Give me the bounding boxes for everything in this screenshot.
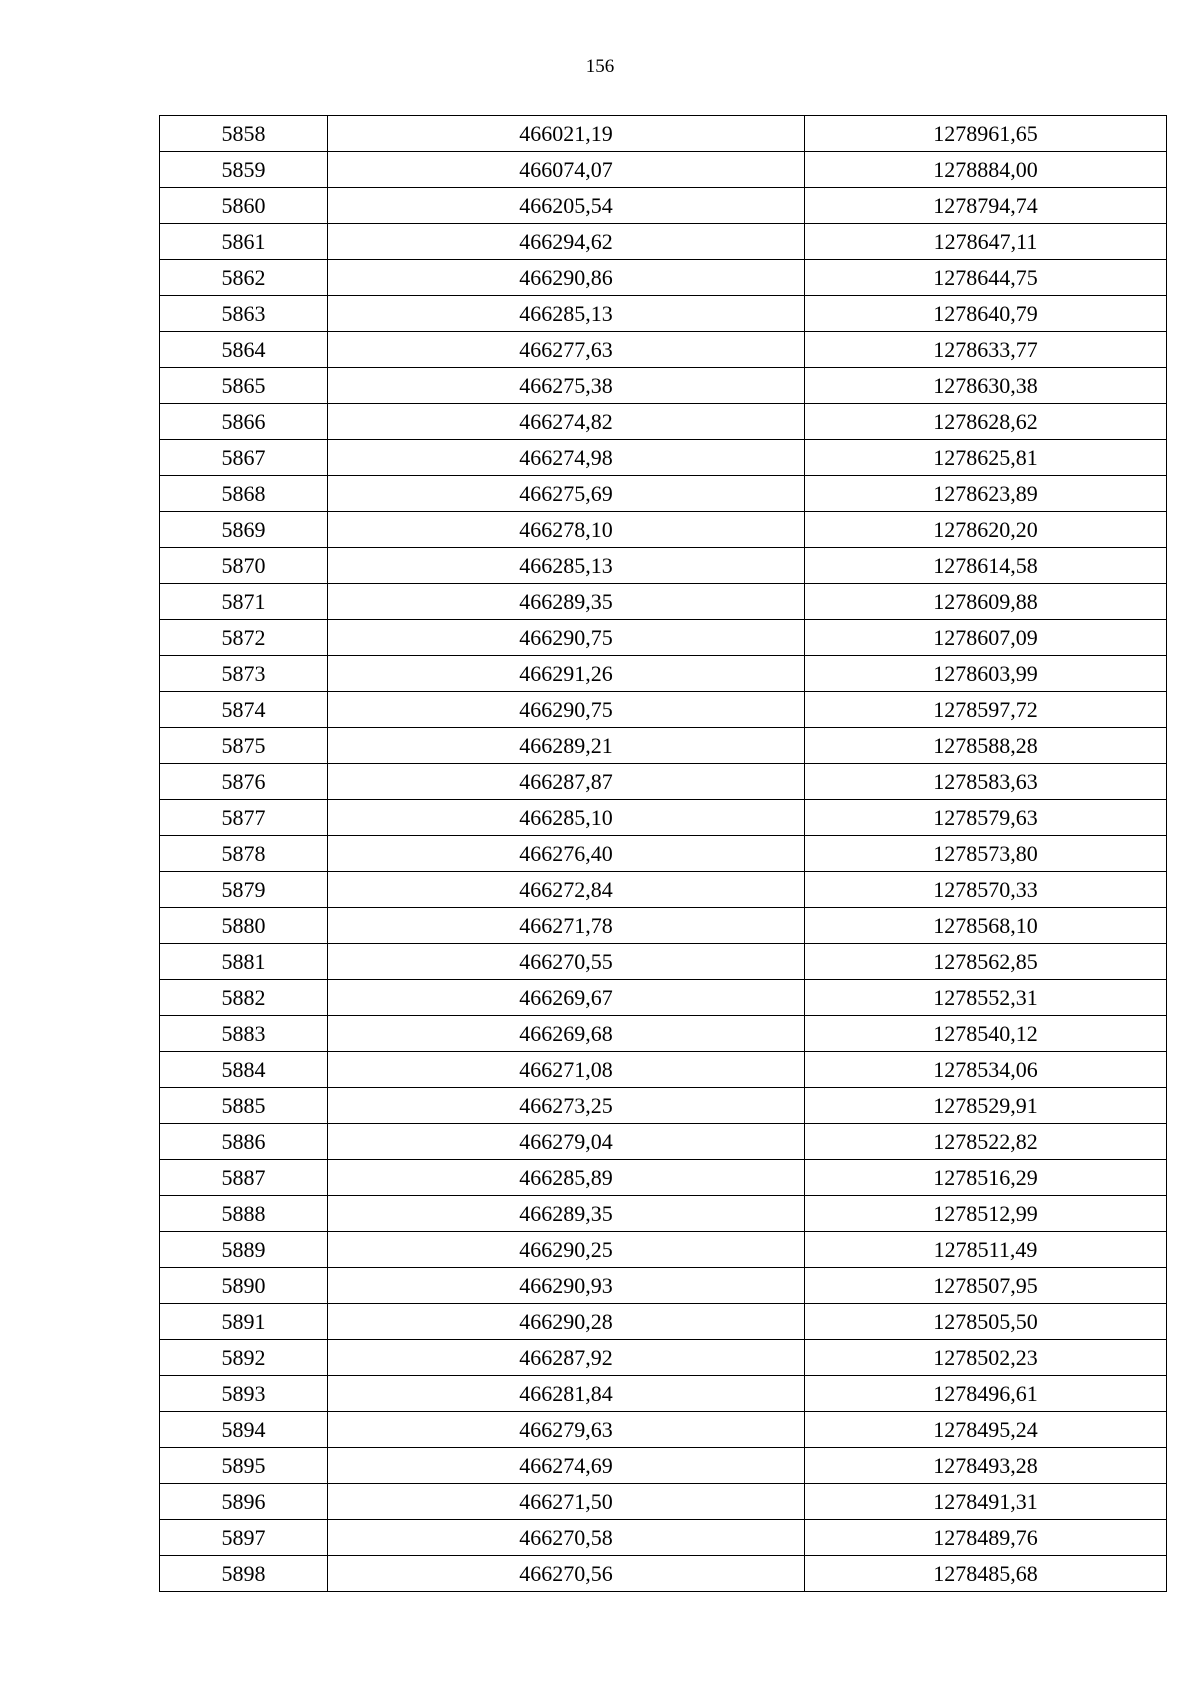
table-row: [160, 584, 1167, 620]
table-row: [160, 224, 1167, 260]
x-coordinate-cell: 466278,10: [328, 512, 805, 548]
y-coordinate-cell: 1278516,29: [805, 1160, 1167, 1196]
point-number-cell: 5893: [160, 1376, 328, 1412]
x-coordinate-cell: 466271,78: [328, 908, 805, 944]
x-coordinate-cell: 466290,28: [328, 1304, 805, 1340]
table-row: [160, 260, 1167, 296]
table-row: [160, 1340, 1167, 1376]
y-coordinate-cell: 1278489,76: [805, 1520, 1167, 1556]
point-number-cell: 5890: [160, 1268, 328, 1304]
table-row: [160, 728, 1167, 764]
y-coordinate-cell: 1278597,72: [805, 692, 1167, 728]
coordinates-table: [159, 115, 1167, 1592]
point-number-cell: 5871: [160, 584, 328, 620]
point-number-cell: 5866: [160, 404, 328, 440]
table-row: [160, 764, 1167, 800]
x-coordinate-cell: 466289,35: [328, 584, 805, 620]
x-coordinate-cell: 466270,55: [328, 944, 805, 980]
point-number-cell: 5865: [160, 368, 328, 404]
point-number-cell: 5869: [160, 512, 328, 548]
table-row: [160, 1196, 1167, 1232]
point-number-cell: 5884: [160, 1052, 328, 1088]
table-row: [160, 1520, 1167, 1556]
point-number-cell: 5891: [160, 1304, 328, 1340]
x-coordinate-cell: 466289,21: [328, 728, 805, 764]
y-coordinate-cell: 1278496,61: [805, 1376, 1167, 1412]
y-coordinate-cell: 1278552,31: [805, 980, 1167, 1016]
y-coordinate-cell: 1278534,06: [805, 1052, 1167, 1088]
x-coordinate-cell: 466294,62: [328, 224, 805, 260]
y-coordinate-cell: 1278522,82: [805, 1124, 1167, 1160]
point-number-cell: 5864: [160, 332, 328, 368]
table-row: [160, 980, 1167, 1016]
y-coordinate-cell: 1278505,50: [805, 1304, 1167, 1340]
y-coordinate-cell: 1278491,31: [805, 1484, 1167, 1520]
y-coordinate-cell: 1278485,68: [805, 1556, 1167, 1592]
table-row: [160, 1232, 1167, 1268]
point-number-cell: 5879: [160, 872, 328, 908]
x-coordinate-cell: 466277,63: [328, 332, 805, 368]
coordinates-table-body: [160, 116, 1167, 1592]
table-row: [160, 1268, 1167, 1304]
table-row: [160, 368, 1167, 404]
table-row: [160, 1556, 1167, 1592]
y-coordinate-cell: 1278640,79: [805, 296, 1167, 332]
point-number-cell: 5886: [160, 1124, 328, 1160]
point-number-cell: 5870: [160, 548, 328, 584]
y-coordinate-cell: 1278583,63: [805, 764, 1167, 800]
table-row: [160, 1088, 1167, 1124]
x-coordinate-cell: 466275,38: [328, 368, 805, 404]
point-number-cell: 5894: [160, 1412, 328, 1448]
table-row: [160, 656, 1167, 692]
y-coordinate-cell: 1278502,23: [805, 1340, 1167, 1376]
y-coordinate-cell: 1278644,75: [805, 260, 1167, 296]
page-number: 156: [585, 56, 615, 77]
point-number-cell: 5863: [160, 296, 328, 332]
point-number-cell: 5860: [160, 188, 328, 224]
point-number-cell: 5885: [160, 1088, 328, 1124]
point-number-cell: 5874: [160, 692, 328, 728]
x-coordinate-cell: 466285,89: [328, 1160, 805, 1196]
point-number-cell: 5882: [160, 980, 328, 1016]
x-coordinate-cell: 466274,82: [328, 404, 805, 440]
table-row: [160, 512, 1167, 548]
x-coordinate-cell: 466273,25: [328, 1088, 805, 1124]
y-coordinate-cell: 1278794,74: [805, 188, 1167, 224]
table-row: [160, 692, 1167, 728]
point-number-cell: 5892: [160, 1340, 328, 1376]
x-coordinate-cell: 466287,92: [328, 1340, 805, 1376]
y-coordinate-cell: 1278579,63: [805, 800, 1167, 836]
x-coordinate-cell: 466290,75: [328, 620, 805, 656]
y-coordinate-cell: 1278633,77: [805, 332, 1167, 368]
y-coordinate-cell: 1278568,10: [805, 908, 1167, 944]
y-coordinate-cell: 1278512,99: [805, 1196, 1167, 1232]
point-number-cell: 5896: [160, 1484, 328, 1520]
table-row: [160, 1304, 1167, 1340]
table-row: [160, 404, 1167, 440]
point-number-cell: 5861: [160, 224, 328, 260]
y-coordinate-cell: 1278507,95: [805, 1268, 1167, 1304]
table-row: [160, 548, 1167, 584]
x-coordinate-cell: 466290,86: [328, 260, 805, 296]
y-coordinate-cell: 1278623,89: [805, 476, 1167, 512]
point-number-cell: 5878: [160, 836, 328, 872]
x-coordinate-cell: 466279,63: [328, 1412, 805, 1448]
y-coordinate-cell: 1278562,85: [805, 944, 1167, 980]
x-coordinate-cell: 466274,69: [328, 1448, 805, 1484]
point-number-cell: 5873: [160, 656, 328, 692]
y-coordinate-cell: 1278529,91: [805, 1088, 1167, 1124]
point-number-cell: 5868: [160, 476, 328, 512]
table-row: [160, 944, 1167, 980]
x-coordinate-cell: 466279,04: [328, 1124, 805, 1160]
x-coordinate-cell: 466275,69: [328, 476, 805, 512]
table-row: [160, 116, 1167, 152]
x-coordinate-cell: 466291,26: [328, 656, 805, 692]
x-coordinate-cell: 466269,67: [328, 980, 805, 1016]
x-coordinate-cell: 466269,68: [328, 1016, 805, 1052]
table-row: [160, 332, 1167, 368]
point-number-cell: 5888: [160, 1196, 328, 1232]
table-row: [160, 1484, 1167, 1520]
point-number-cell: 5875: [160, 728, 328, 764]
x-coordinate-cell: 466074,07: [328, 152, 805, 188]
point-number-cell: 5898: [160, 1556, 328, 1592]
x-coordinate-cell: 466285,13: [328, 296, 805, 332]
table-row: [160, 620, 1167, 656]
table-row: [160, 1016, 1167, 1052]
point-number-cell: 5895: [160, 1448, 328, 1484]
x-coordinate-cell: 466270,56: [328, 1556, 805, 1592]
x-coordinate-cell: 466271,50: [328, 1484, 805, 1520]
table-row: [160, 1448, 1167, 1484]
point-number-cell: 5883: [160, 1016, 328, 1052]
point-number-cell: 5858: [160, 116, 328, 152]
y-coordinate-cell: 1278603,99: [805, 656, 1167, 692]
x-coordinate-cell: 466289,35: [328, 1196, 805, 1232]
table-row: [160, 440, 1167, 476]
y-coordinate-cell: 1278573,80: [805, 836, 1167, 872]
point-number-cell: 5872: [160, 620, 328, 656]
table-row: [160, 1052, 1167, 1088]
point-number-cell: 5859: [160, 152, 328, 188]
x-coordinate-cell: 466290,25: [328, 1232, 805, 1268]
x-coordinate-cell: 466276,40: [328, 836, 805, 872]
table-row: [160, 296, 1167, 332]
table-row: [160, 1376, 1167, 1412]
y-coordinate-cell: 1278570,33: [805, 872, 1167, 908]
table-row: [160, 476, 1167, 512]
x-coordinate-cell: 466272,84: [328, 872, 805, 908]
point-number-cell: 5862: [160, 260, 328, 296]
y-coordinate-cell: 1278540,12: [805, 1016, 1167, 1052]
x-coordinate-cell: 466287,87: [328, 764, 805, 800]
x-coordinate-cell: 466285,10: [328, 800, 805, 836]
y-coordinate-cell: 1278620,20: [805, 512, 1167, 548]
table-row: [160, 872, 1167, 908]
y-coordinate-cell: 1278493,28: [805, 1448, 1167, 1484]
y-coordinate-cell: 1278609,88: [805, 584, 1167, 620]
x-coordinate-cell: 466290,75: [328, 692, 805, 728]
table-row: [160, 1124, 1167, 1160]
y-coordinate-cell: 1278961,65: [805, 116, 1167, 152]
y-coordinate-cell: 1278625,81: [805, 440, 1167, 476]
x-coordinate-cell: 466271,08: [328, 1052, 805, 1088]
y-coordinate-cell: 1278588,28: [805, 728, 1167, 764]
x-coordinate-cell: 466205,54: [328, 188, 805, 224]
y-coordinate-cell: 1278495,24: [805, 1412, 1167, 1448]
point-number-cell: 5889: [160, 1232, 328, 1268]
point-number-cell: 5867: [160, 440, 328, 476]
x-coordinate-cell: 466285,13: [328, 548, 805, 584]
y-coordinate-cell: 1278630,38: [805, 368, 1167, 404]
y-coordinate-cell: 1278614,58: [805, 548, 1167, 584]
point-number-cell: 5880: [160, 908, 328, 944]
y-coordinate-cell: 1278511,49: [805, 1232, 1167, 1268]
y-coordinate-cell: 1278628,62: [805, 404, 1167, 440]
point-number-cell: 5876: [160, 764, 328, 800]
table-row: [160, 908, 1167, 944]
point-number-cell: 5881: [160, 944, 328, 980]
y-coordinate-cell: 1278884,00: [805, 152, 1167, 188]
x-coordinate-cell: 466274,98: [328, 440, 805, 476]
x-coordinate-cell: 466281,84: [328, 1376, 805, 1412]
y-coordinate-cell: 1278647,11: [805, 224, 1167, 260]
table-row: [160, 836, 1167, 872]
table-row: [160, 152, 1167, 188]
table-row: [160, 800, 1167, 836]
point-number-cell: 5887: [160, 1160, 328, 1196]
table-row: [160, 1160, 1167, 1196]
point-number-cell: 5897: [160, 1520, 328, 1556]
table-row: [160, 188, 1167, 224]
point-number-cell: 5877: [160, 800, 328, 836]
x-coordinate-cell: 466290,93: [328, 1268, 805, 1304]
x-coordinate-cell: 466021,19: [328, 116, 805, 152]
y-coordinate-cell: 1278607,09: [805, 620, 1167, 656]
table-row: [160, 1412, 1167, 1448]
x-coordinate-cell: 466270,58: [328, 1520, 805, 1556]
